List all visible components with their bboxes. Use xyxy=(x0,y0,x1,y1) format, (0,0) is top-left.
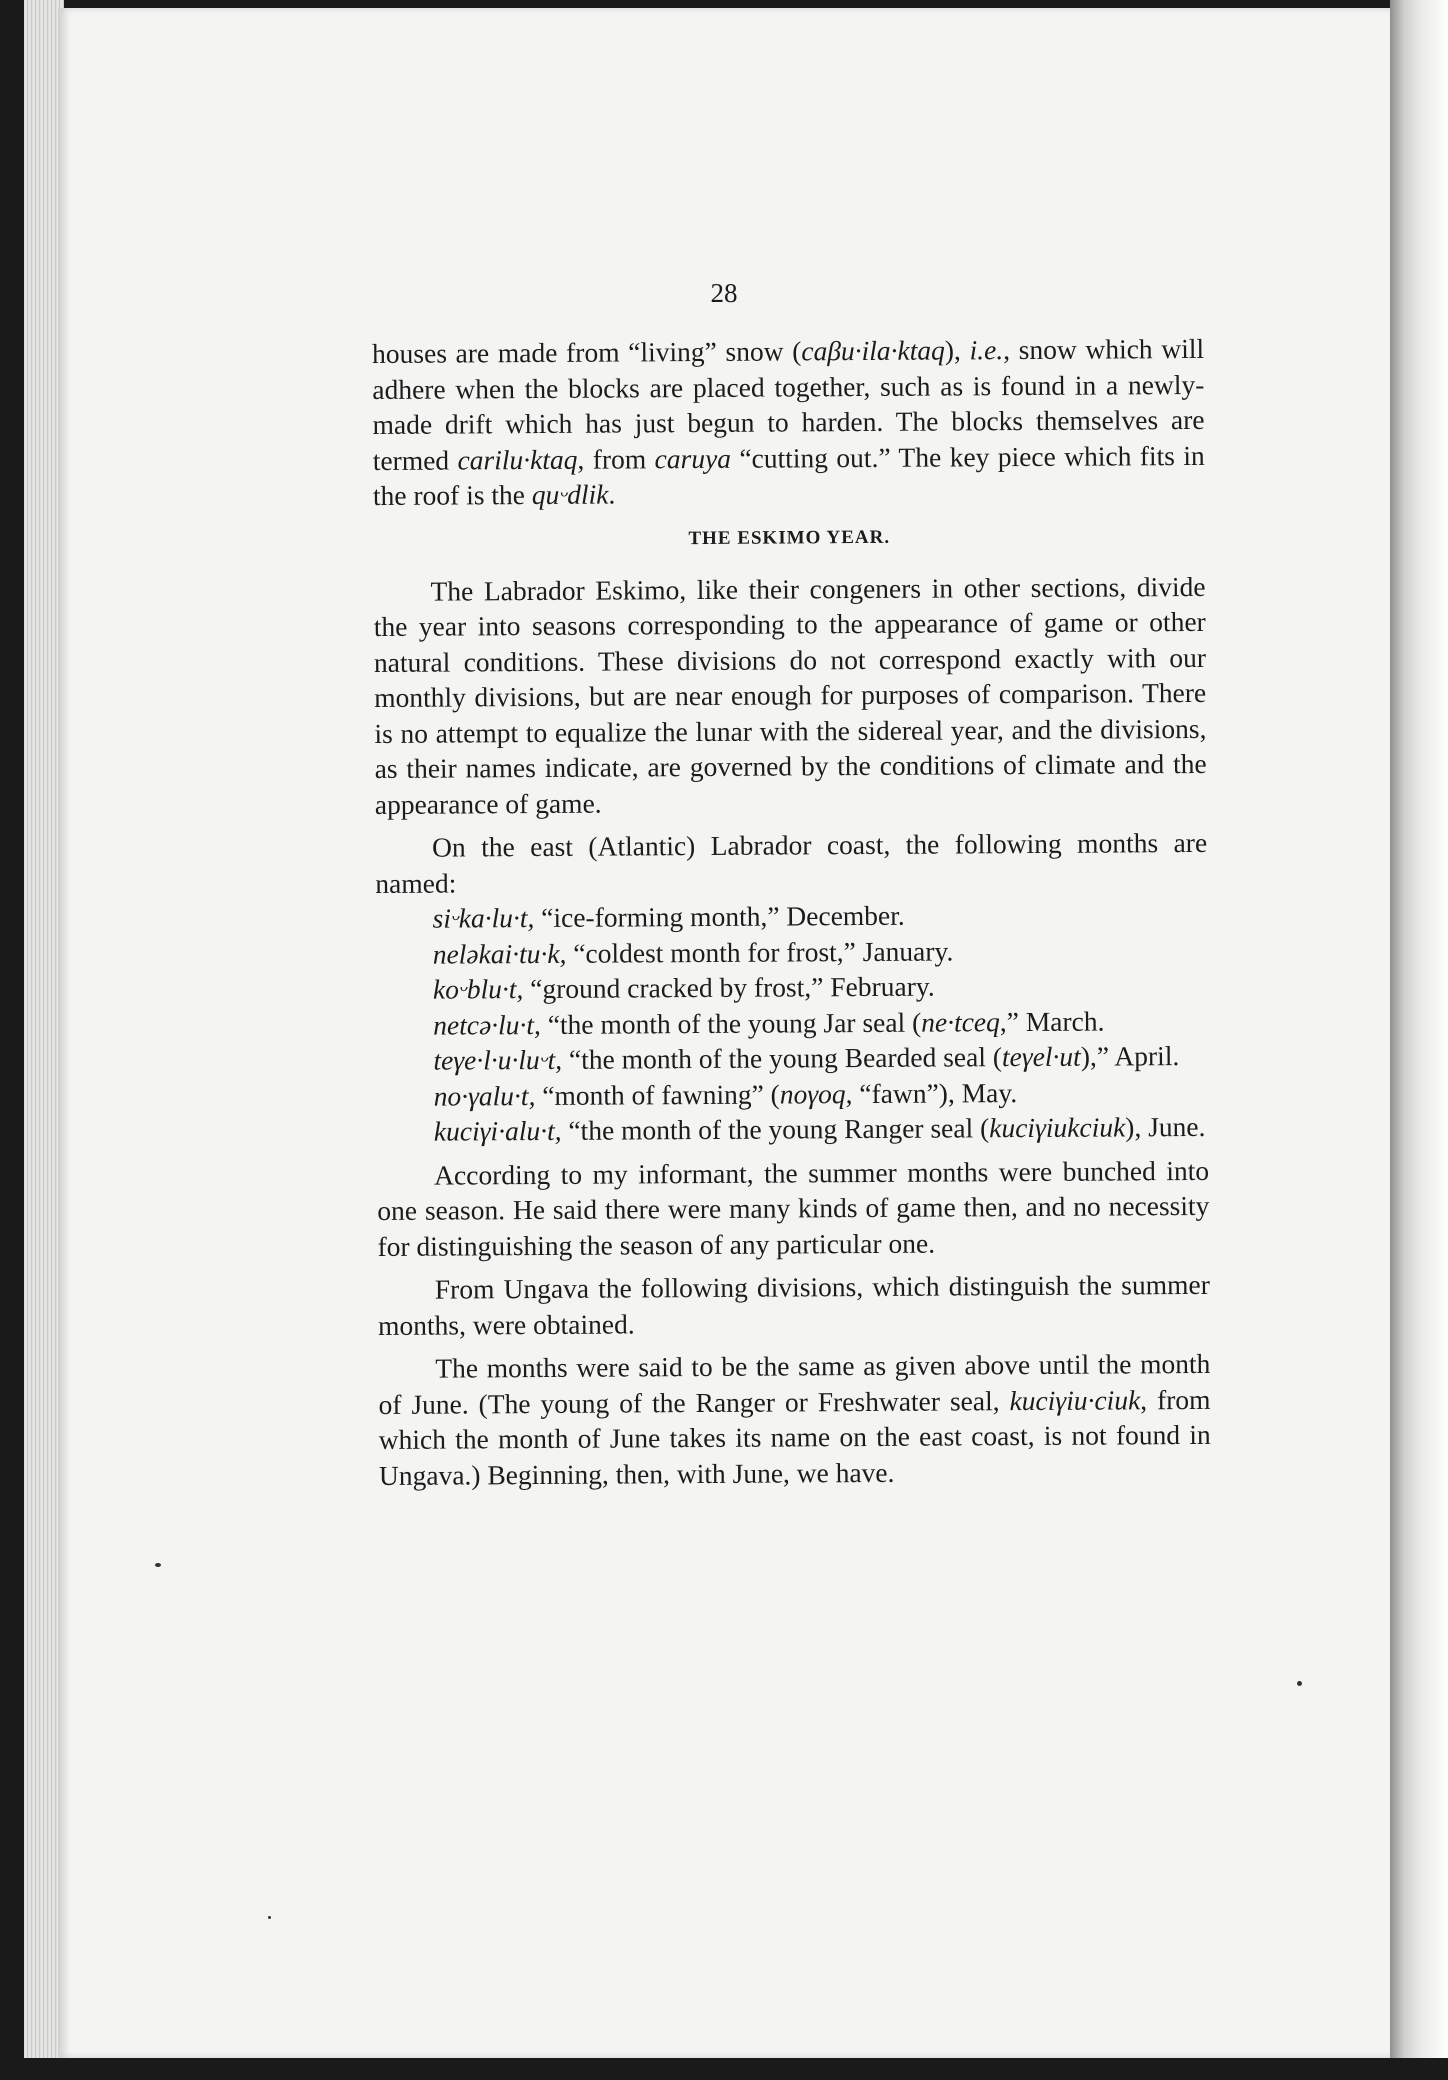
inuit-term: quᵕdlik xyxy=(531,478,609,511)
month-entry: koᵕblu·t, “ground cracked by frost,” February. xyxy=(432,970,935,1005)
inuit-term: kuciγi·alu·t, xyxy=(433,1114,562,1147)
month-entry: siᵕka·lu·t, “ice-forming month,” December. xyxy=(432,899,905,934)
inuit-term: carilu·ktaq xyxy=(457,443,578,475)
paragraph-east-coast-intro: On the east (Atlantic) Labrador coast, the following months are named: xyxy=(375,826,1208,899)
month-entry: no·γalu·t, “month of fawning” (noγoq, “fawn”), May. xyxy=(433,1076,1018,1112)
paragraph-seasons: The Labrador Eskimo, like their congeners in other sections, divide the year into seasons corresponding to the appearance of game or other natural conditions. These divisions do not correspond exactly with our monthly divisions, but are near enough for purposes of comparison. There is no attempt to equalize the lunar with the sidereal year, and the divisions, as their names indicate, are governed by the conditions of climate and the appearance of game. xyxy=(373,570,1207,820)
inuit-term: neləkai·tu·k, xyxy=(432,937,567,970)
inuit-term: netcə·lu·t, xyxy=(433,1008,541,1041)
scan-speck xyxy=(1297,1681,1302,1686)
month-entry: neləkai·tu·k, “coldest month for frost,” January. xyxy=(432,934,954,970)
inuit-term: ne·tceq xyxy=(921,1005,1000,1038)
inuit-term: no·γalu·t, xyxy=(433,1079,536,1112)
inuit-term: noγoq, xyxy=(779,1077,853,1110)
month-entry: teγe·l·u·luᵕt, “the month of the young Bearded seal (teγel·ut),” April. xyxy=(433,1040,1180,1076)
inuit-term: caβu·ila·ktaq xyxy=(801,334,945,367)
page-body xyxy=(372,331,1211,1493)
scan-speck xyxy=(155,1563,161,1567)
month-entry: kuciγi·alu·t, “the month of the young Ranger seal (kuciγiukciuk), June. xyxy=(433,1110,1206,1147)
inuit-term: kuciγiukciuk xyxy=(989,1111,1126,1144)
paragraph-snow-houses: houses are made from “living” snow (caβu·ila·ktaq), i.e., snow which will adhere when the blocks are placed together, such as is found in a newly-made drift which has just begun to harden. The blocks themselves are termed carilu·ktaq, from caruya “cutting out.” The key piece which fits in the roof is the quᵕdlik. xyxy=(372,332,1205,511)
paragraph-summer-months: According to my informant, the summer months were bunched into one season. He said there were many kinds of game then, and no necessity for distinguishing the season of any particular one. xyxy=(377,1154,1210,1262)
inuit-term: teγel·ut xyxy=(1001,1040,1081,1073)
inuit-term: koᵕblu·t, xyxy=(432,973,524,1005)
scan-speck xyxy=(268,1916,271,1919)
abbreviation: i.e. xyxy=(969,334,1004,366)
paragraph-june: The months were said to be the same as given above until the month of June. (The young of the Ranger or Freshwater seal, kuciγiu·ciuk, from which the month of June takes its name on the east coast, is not found in Ungava.) Beginning, then, with June, we have. xyxy=(378,1347,1211,1491)
inuit-term: caruya xyxy=(654,442,732,474)
month-entry: netcə·lu·t, “the month of the young Jar seal (ne·tceq,” March. xyxy=(433,1005,1105,1041)
paragraph-ungava: From Ungava the following divisions, which distinguish the summer months, were obtained. xyxy=(377,1268,1210,1341)
section-heading: THE ESKIMO YEAR. xyxy=(688,526,891,549)
page-number: 28 xyxy=(710,278,738,308)
inuit-term: teγe·l·u·luᵕt, xyxy=(433,1043,563,1076)
book-spine-shadow xyxy=(1390,0,1448,2080)
scan-bottom-border xyxy=(0,2058,1448,2080)
inuit-term: siᵕka·lu·t, xyxy=(432,902,535,934)
inuit-term: kuciγiu·ciuk xyxy=(1009,1383,1141,1416)
